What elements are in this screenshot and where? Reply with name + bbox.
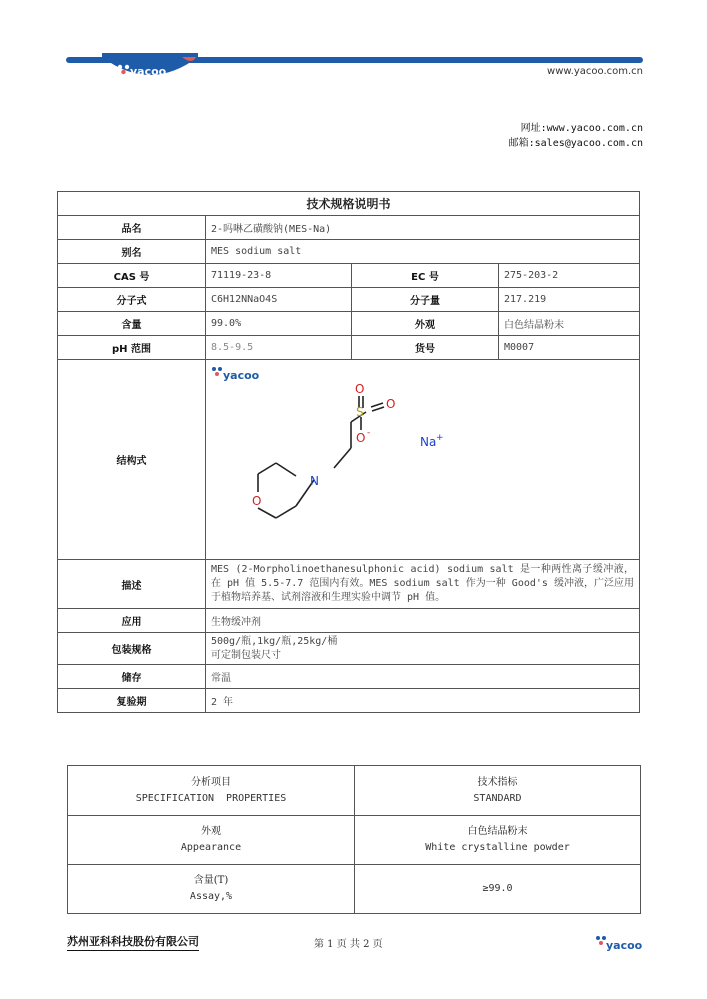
structure-diagram — [206, 360, 638, 556]
analysis-std-cn: 白色结晶粉末 — [467, 826, 528, 837]
desc-value: MES (2-Morpholinoethanesulphonic acid) sodium salt 是一种两性离子缓冲液，在 pH 值 5.5-7.7 范围内有效。MES sodium salt 作为一种 Good's 缓冲液，广泛应用于植物培养基、试剂溶液和生理实验中调节 pH 值。 — [206, 560, 640, 609]
pack-value — [206, 633, 640, 665]
atom-n: N — [310, 474, 319, 488]
analysis-item-cell — [68, 865, 355, 914]
storage-label: 储存 — [58, 665, 206, 689]
analysis-item-cell — [68, 816, 355, 865]
alias-value: MES sodium salt — [206, 240, 640, 264]
retest-value: 2 年 — [206, 689, 640, 713]
atom-na: Na — [420, 435, 437, 449]
pack-label: 包装规格 — [58, 633, 206, 665]
analysis-std-value: ≥99.0 — [482, 883, 513, 894]
pack-line-1: 500g/瓶,1kg/瓶,25kg/桶 — [211, 635, 338, 647]
charge-plus: + — [436, 433, 444, 443]
analysis-std-cell — [355, 865, 641, 914]
analysis-item-en: Assay,% — [189, 891, 233, 902]
ph-value: 8.5-9.5 — [206, 336, 352, 360]
storage-value: 常温 — [206, 665, 640, 689]
spec-title: 技术规格说明书 — [58, 192, 640, 216]
analysis-item-cn: 外观 — [201, 826, 221, 837]
footer-logo — [594, 932, 644, 954]
ec-value: 275-203-2 — [499, 264, 640, 288]
product-name-value: 2-吗啉乙磺酸钠(MES-Na) — [206, 216, 640, 240]
structure-logo-text: yacoo — [223, 369, 260, 382]
analysis-table — [67, 765, 641, 914]
footer-company: 苏州亚科科技股份有限公司 — [67, 933, 199, 951]
header-url[interactable]: www.yacoo.com.cn — [547, 66, 643, 77]
analysis-col2-en: STANDARD — [473, 792, 522, 804]
retest-label: 复验期 — [58, 689, 206, 713]
mw-label: 分子量 — [352, 288, 499, 312]
analysis-col1-en: SPECIFICATION PROPERTIES — [135, 792, 287, 804]
spec-table — [57, 191, 640, 713]
atom-o-right: O — [386, 397, 396, 411]
use-value: 生物缓冲剂 — [206, 609, 640, 633]
alias-label: 别名 — [58, 240, 206, 264]
ph-label: pH 范围 — [58, 336, 206, 360]
pack-line-2: 可定制包装尺寸 — [211, 649, 281, 661]
analysis-std-en: White crystalline powder — [425, 842, 570, 853]
table-row — [68, 816, 641, 865]
structure-label: 结构式 — [58, 360, 206, 560]
product-name-label: 品名 — [58, 216, 206, 240]
footer-logo-text: yacoo — [606, 939, 643, 952]
analysis-col1-cn: 分析项目 — [191, 776, 231, 788]
contact-website[interactable]: 网址:www.yacoo.com.cn — [520, 123, 643, 134]
cas-value: 71119-23-8 — [206, 264, 352, 288]
item-no-label: 货号 — [352, 336, 499, 360]
charge-minus: - — [367, 428, 371, 438]
contact-email[interactable]: 邮箱:sales@yacoo.com.cn — [508, 138, 643, 149]
ec-label: EC 号 — [352, 264, 499, 288]
footer-page-number: 第 1 页 共 2 页 — [314, 939, 383, 950]
table-row — [68, 865, 641, 914]
formula-label: 分子式 — [58, 288, 206, 312]
formula-value: C6H12NNaO4S — [206, 288, 352, 312]
analysis-header-standard — [355, 766, 641, 816]
header-logo — [100, 53, 200, 89]
appearance-value: 白色结晶粉末 — [499, 312, 640, 336]
desc-label: 描述 — [58, 560, 206, 609]
analysis-col2-cn: 技术指标 — [477, 776, 518, 788]
atom-o-minus: O — [356, 431, 366, 445]
item-no-value: M0007 — [499, 336, 640, 360]
appearance-label: 外观 — [352, 312, 499, 336]
content-label: 含量 — [58, 312, 206, 336]
atom-ring-o: O — [252, 494, 262, 508]
analysis-item-en: Appearance — [180, 842, 242, 853]
cas-label: CAS 号 — [58, 264, 206, 288]
header-logo-text: yacoo — [130, 65, 167, 78]
analysis-header-item — [68, 766, 355, 816]
use-label: 应用 — [58, 609, 206, 633]
mw-value: 217.219 — [499, 288, 640, 312]
atom-o-top: O — [355, 382, 365, 396]
atom-s: S — [356, 405, 364, 419]
analysis-std-cell — [355, 816, 641, 865]
content-value: 99.0% — [206, 312, 352, 336]
analysis-item-cn: 含量(T) — [193, 875, 229, 886]
structure-cell — [206, 360, 640, 560]
